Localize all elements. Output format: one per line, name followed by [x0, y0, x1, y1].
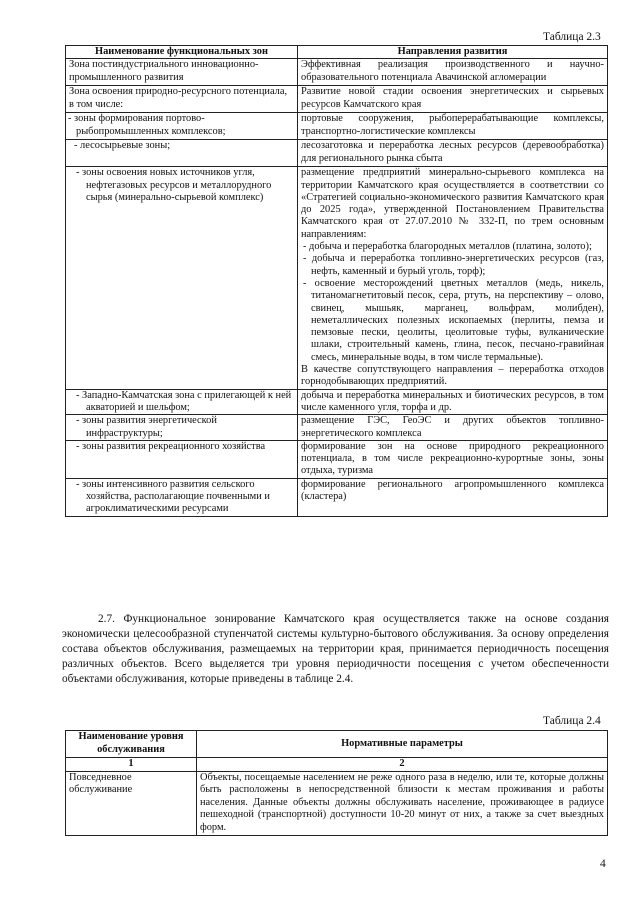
zone-cell: - Западно-Камчатская зона с прилегающей к ней акваторией и шельфом;: [66, 389, 298, 415]
table-row: [66, 440, 608, 478]
table-header-row: [66, 46, 608, 59]
zone-cell: Зона освоения природно-ресурсного потенциала, в том числе:: [66, 86, 298, 113]
table-2-4-caption: Таблица 2.4: [543, 715, 601, 727]
header-directions: Направления развития: [298, 46, 608, 59]
zone-cell: - зоны интенсивного развития сельского хозяйства, располагающие почвенными и агроклиматическими ресурсами: [66, 478, 298, 516]
zone-cell: - лесосырьевые зоны;: [66, 140, 298, 167]
direction-cell: добыча и переработка минеральных и биотических ресурсов, в том числе каменного угля, торфа и др.: [298, 389, 608, 415]
table-row: [66, 389, 608, 415]
zone-cell: - зоны развития рекреационного хозяйства: [66, 440, 298, 478]
bullet-item: - освоение месторождений цветных металлов (медь, никель, титаномагнетитовый песок, сера, ртуть, на перспективу – олово, свинец, мышьяк, марганец, вольфрам, молибден), неметаллических полезных ископаемых (перлиты, пемза и пемзовые пески, цеолиты, цеолитовые туфы, вулканические шлаки, строительный камень, глина, песок, песчано-гравийная смесь, минеральные воды, в том числе термальные).: [303, 277, 604, 363]
direction-cell: формирование зон на основе природного рекреационного потенциала, в том числе рекреационно-курортные зоны, зоны отдыха, туризма: [298, 440, 608, 478]
body-paragraph: 2.7. Функциональное зонирование Камчатского края осуществляется также на основе создания экономически целесообразной ступенчатой системы культурно-бытового обслуживания. За основу определения состава объектов обслуживания, размещаемых на территории края, принимается периодичность посещения различных объектов. Всего выделяется три уровня периодичности посещения с учетом обеспеченности объектами обслуживания, которые приведены в таблице 2.4.: [62, 613, 609, 685]
table-2-3: [65, 45, 608, 517]
table-row: [66, 167, 608, 389]
direction-cell: Эффективная реализация производственного и научно-образовательного потенциала Авачинской агломерации: [298, 59, 608, 86]
direction-tail: В качестве сопутствующего направления – переработка отходов горнодобывающих предприятий.: [301, 364, 604, 388]
table-row: [66, 86, 608, 113]
page-number: 4: [600, 858, 606, 870]
params-cell: Объекты, посещаемые населением не реже одного раза в неделю, или те, которые должны быть расположены в непосредственной близости к местам проживания и работы населения. Данные объекты должны обслуживать население, проживающее в радиусе пешеходной (транспортной) доступности 10-20 минут от них, а также за счет выездных форм.: [197, 771, 608, 835]
table-row: [66, 478, 608, 516]
direction-cell: размещение ГЭС, ГеоЭС и других объектов топливно-энергетического комплекса: [298, 415, 608, 441]
zone-cell: - зоны формирования портово-рыбопромышленных комплексов;: [66, 113, 298, 140]
direction-cell: формирование регионального агропромышленного комплекса (кластера): [298, 478, 608, 516]
table-row: [66, 415, 608, 441]
direction-cell: портовые сооружения, рыбоперерабатывающие комплексы, транспортно-логистические комплексы: [298, 113, 608, 140]
column-number: 1: [66, 758, 197, 772]
header-zones: Наименование функциональных зон: [66, 46, 298, 59]
table-2-3-caption: Таблица 2.3: [543, 31, 601, 43]
header-params: Нормативные параметры: [197, 731, 608, 758]
table-row: [66, 140, 608, 167]
direction-cell: Развитие новой стадии освоения энергетических и сырьевых ресурсов Камчатского края: [298, 86, 608, 113]
table-row: [66, 771, 608, 835]
table-2-4: [65, 730, 608, 836]
bullet-item: - добыча и переработка благородных металлов (платина, золото);: [303, 241, 592, 253]
zone-cell: - зоны освоения новых источников угля, нефтегазовых ресурсов и металлорудного сырья (минерально-сырьевой комплекс): [66, 167, 298, 389]
direction-cell: [298, 167, 608, 389]
direction-cell: лесозаготовка и переработка лесных ресурсов (деревообработка) для регионального рынка сбыта: [298, 140, 608, 167]
header-level: Наименование уровня обслуживания: [66, 731, 197, 758]
direction-text: размещение предприятий минерально-сырьевого комплекса на территории Камчатского края осуществляется в соответствии со «Стратегией социально-экономического развития Камчатского края до 2025 года», утвержденной Постановлением Правительства Камчатского края от 27.07.2010 № 332-П, по трем основным направлениям:: [301, 167, 604, 240]
column-number: 2: [197, 758, 608, 772]
level-cell: Повседневное обслуживание: [66, 771, 197, 835]
column-number-row: [66, 758, 608, 772]
table-row: [66, 59, 608, 86]
zone-cell: Зона постиндустриального инновационно-промышленного развития: [66, 59, 298, 86]
table-row: [66, 113, 608, 140]
bullet-item: - добыча и переработка топливно-энергетических ресурсов (газ, нефть, каменный и бурый уголь, торф);: [303, 253, 604, 277]
zone-cell: - зоны развития энергетической инфраструктуры;: [66, 415, 298, 441]
table-header-row: [66, 731, 608, 758]
